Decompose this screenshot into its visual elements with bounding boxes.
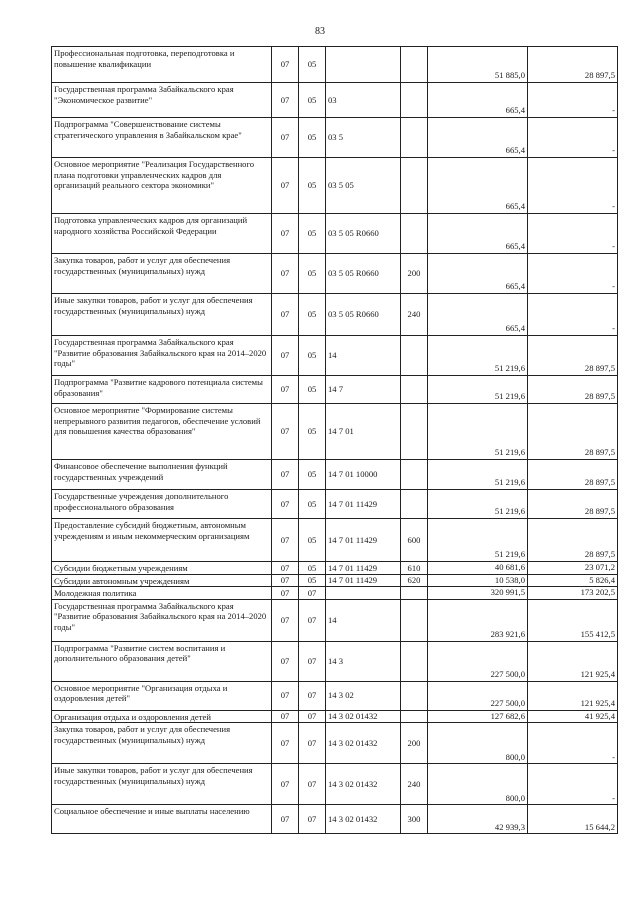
row-sum-first: 51 219,6 <box>428 404 528 460</box>
row-expense-type <box>401 641 428 681</box>
row-sum-first: 665,4 <box>428 254 528 294</box>
row-sum-first: 227 500,0 <box>428 641 528 681</box>
row-target-article: 14 3 <box>326 641 401 681</box>
row-sum-second: - <box>528 158 618 214</box>
row-sum-first: 42 939,3 <box>428 805 528 834</box>
row-section: 07 <box>272 214 299 254</box>
row-target-article: 14 <box>326 336 401 376</box>
row-name: Иные закупки товаров, работ и услуг для обеспечения государственных (муниципальных) нужд <box>52 764 272 805</box>
row-expense-type <box>401 681 428 710</box>
row-sum-second: 28 897,5 <box>528 519 618 562</box>
row-sum-second: - <box>528 723 618 764</box>
row-target-article: 14 3 02 01432 <box>326 764 401 805</box>
row-name: Субсидии автономным учреждениям <box>52 574 272 587</box>
row-target-article: 14 7 01 11429 <box>326 562 401 575</box>
table-row <box>52 376 618 404</box>
row-sum-second: 28 897,5 <box>528 336 618 376</box>
row-sum-second: 28 897,5 <box>528 404 618 460</box>
row-section: 07 <box>272 460 299 490</box>
row-subsection: 07 <box>299 723 326 764</box>
row-target-article: 03 5 05 <box>326 158 401 214</box>
row-subsection: 05 <box>299 376 326 404</box>
row-subsection: 05 <box>299 254 326 294</box>
row-section: 07 <box>272 723 299 764</box>
row-expense-type: 240 <box>401 764 428 805</box>
table-row <box>52 460 618 490</box>
row-sum-second: - <box>528 83 618 118</box>
row-sum-second: 173 202,5 <box>528 587 618 600</box>
row-subsection: 07 <box>299 641 326 681</box>
row-subsection: 05 <box>299 562 326 575</box>
row-section: 07 <box>272 681 299 710</box>
row-sum-first: 665,4 <box>428 118 528 158</box>
row-subsection: 05 <box>299 490 326 519</box>
table-row <box>52 723 618 764</box>
row-target-article: 03 <box>326 83 401 118</box>
row-sum-first: 227 500,0 <box>428 681 528 710</box>
row-expense-type: 300 <box>401 805 428 834</box>
row-expense-type <box>401 118 428 158</box>
page-number: 83 <box>315 26 325 37</box>
row-expense-type: 600 <box>401 519 428 562</box>
table-row <box>52 562 618 575</box>
row-section: 07 <box>272 294 299 336</box>
row-subsection: 07 <box>299 599 326 641</box>
row-expense-type: 200 <box>401 254 428 294</box>
row-expense-type <box>401 587 428 600</box>
row-name: Предоставление субсидий бюджетным, автономным учреждениям и иным некоммерческим организациям <box>52 519 272 562</box>
row-section: 07 <box>272 562 299 575</box>
row-sum-second: - <box>528 764 618 805</box>
row-sum-first: 40 681,6 <box>428 562 528 575</box>
row-name: Основное мероприятие "Реализация Государственного плана подготовки управленческих кадров для организаций реального сектора экономики" <box>52 158 272 214</box>
row-section: 07 <box>272 254 299 294</box>
row-subsection: 05 <box>299 158 326 214</box>
row-sum-second: 28 897,5 <box>528 490 618 519</box>
row-subsection: 05 <box>299 336 326 376</box>
table-row <box>52 574 618 587</box>
budget-table <box>51 46 618 834</box>
row-name: Организация отдыха и оздоровления детей <box>52 710 272 723</box>
row-sum-second: 23 071,2 <box>528 562 618 575</box>
row-sum-first: 283 921,6 <box>428 599 528 641</box>
table-row <box>52 764 618 805</box>
row-sum-first: 51 219,6 <box>428 336 528 376</box>
row-section: 07 <box>272 710 299 723</box>
row-name: Финансовое обеспечение выполнения функций государственных учреждений <box>52 460 272 490</box>
table-row <box>52 294 618 336</box>
row-expense-type: 200 <box>401 723 428 764</box>
row-expense-type: 610 <box>401 562 428 575</box>
row-section: 07 <box>272 404 299 460</box>
row-sum-second: 28 897,5 <box>528 47 618 83</box>
row-sum-first: 51 885,0 <box>428 47 528 83</box>
row-sum-second: 121 925,4 <box>528 641 618 681</box>
row-expense-type <box>401 460 428 490</box>
row-subsection: 05 <box>299 404 326 460</box>
row-name: Подпрограмма "Развитие систем воспитания и дополнительного образования детей" <box>52 641 272 681</box>
row-section: 07 <box>272 490 299 519</box>
row-sum-first: 665,4 <box>428 294 528 336</box>
row-expense-type <box>401 83 428 118</box>
row-expense-type <box>401 336 428 376</box>
table-row <box>52 158 618 214</box>
row-name: Социальное обеспечение и иные выплаты населению <box>52 805 272 834</box>
row-sum-first: 51 219,6 <box>428 490 528 519</box>
row-subsection: 07 <box>299 805 326 834</box>
table-row <box>52 83 618 118</box>
row-sum-second: - <box>528 118 618 158</box>
row-subsection: 05 <box>299 83 326 118</box>
row-section: 07 <box>272 519 299 562</box>
row-sum-second: 155 412,5 <box>528 599 618 641</box>
row-expense-type: 620 <box>401 574 428 587</box>
row-target-article: 03 5 05 R0660 <box>326 254 401 294</box>
table-row <box>52 118 618 158</box>
row-sum-first: 51 219,6 <box>428 376 528 404</box>
table-row <box>52 404 618 460</box>
row-sum-first: 10 538,0 <box>428 574 528 587</box>
row-target-article: 14 3 02 01432 <box>326 723 401 764</box>
row-name: Иные закупки товаров, работ и услуг для обеспечения государственных (муниципальных) нужд <box>52 294 272 336</box>
row-name: Подпрограмма "Совершенствование системы стратегического управления в Забайкальском крае" <box>52 118 272 158</box>
row-sum-first: 665,4 <box>428 214 528 254</box>
row-subsection: 05 <box>299 47 326 83</box>
row-expense-type <box>401 599 428 641</box>
row-target-article: 14 7 01 10000 <box>326 460 401 490</box>
row-sum-second: 28 897,5 <box>528 376 618 404</box>
row-name: Подготовка управленческих кадров для организаций народного хозяйства Российской Федерации <box>52 214 272 254</box>
row-section: 07 <box>272 158 299 214</box>
row-target-article <box>326 47 401 83</box>
row-target-article: 03 5 <box>326 118 401 158</box>
row-target-article: 14 7 <box>326 376 401 404</box>
row-sum-second: 121 925,4 <box>528 681 618 710</box>
row-subsection: 05 <box>299 460 326 490</box>
row-name: Профессиональная подготовка, переподготовка и повышение квалификации <box>52 47 272 83</box>
row-name: Подпрограмма "Развитие кадрового потенциала системы образования" <box>52 376 272 404</box>
row-subsection: 05 <box>299 574 326 587</box>
row-sum-second: - <box>528 214 618 254</box>
row-target-article: 14 7 01 11429 <box>326 574 401 587</box>
table-row <box>52 681 618 710</box>
row-sum-first: 51 219,6 <box>428 519 528 562</box>
table-row <box>52 599 618 641</box>
table-row <box>52 641 618 681</box>
row-target-article: 14 3 02 01432 <box>326 710 401 723</box>
row-sum-second: - <box>528 254 618 294</box>
table-row <box>52 47 618 83</box>
row-target-article: 14 7 01 11429 <box>326 490 401 519</box>
row-section: 07 <box>272 587 299 600</box>
row-section: 07 <box>272 376 299 404</box>
row-subsection: 05 <box>299 294 326 336</box>
table-row <box>52 490 618 519</box>
row-name: Молодежная политика <box>52 587 272 600</box>
row-section: 07 <box>272 764 299 805</box>
row-name: Закупка товаров, работ и услуг для обеспечения государственных (муниципальных) нужд <box>52 723 272 764</box>
row-target-article: 14 7 01 <box>326 404 401 460</box>
row-name: Основное мероприятие "Формирование системы непрерывного развития педагогов, обеспечение условий для повышения качества образования" <box>52 404 272 460</box>
table-row <box>52 587 618 600</box>
row-sum-second: 41 925,4 <box>528 710 618 723</box>
row-section: 07 <box>272 118 299 158</box>
row-target-article <box>326 587 401 600</box>
row-expense-type <box>401 214 428 254</box>
row-sum-first: 665,4 <box>428 83 528 118</box>
row-subsection: 05 <box>299 214 326 254</box>
row-expense-type <box>401 376 428 404</box>
row-subsection: 07 <box>299 681 326 710</box>
row-sum-second: 15 644,2 <box>528 805 618 834</box>
row-target-article: 03 5 05 R0660 <box>326 214 401 254</box>
table-row <box>52 710 618 723</box>
table-row <box>52 519 618 562</box>
row-section: 07 <box>272 47 299 83</box>
table-body <box>52 47 618 834</box>
row-sum-second: 5 826,4 <box>528 574 618 587</box>
table-row <box>52 254 618 294</box>
row-section: 07 <box>272 336 299 376</box>
row-sum-second: - <box>528 294 618 336</box>
table-row <box>52 336 618 376</box>
row-subsection: 05 <box>299 118 326 158</box>
row-sum-first: 51 219,6 <box>428 460 528 490</box>
row-expense-type <box>401 404 428 460</box>
row-section: 07 <box>272 574 299 587</box>
row-target-article: 14 3 02 01432 <box>326 805 401 834</box>
row-subsection: 05 <box>299 519 326 562</box>
row-section: 07 <box>272 599 299 641</box>
row-name: Закупка товаров, работ и услуг для обеспечения государственных (муниципальных) нужд <box>52 254 272 294</box>
row-name: Субсидии бюджетным учреждениям <box>52 562 272 575</box>
row-section: 07 <box>272 83 299 118</box>
row-expense-type <box>401 47 428 83</box>
row-name: Государственная программа Забайкальского края "Развитие образования Забайкальского края на 2014–2020 годы" <box>52 336 272 376</box>
row-name: Основное мероприятие "Организация отдыха и оздоровления детей" <box>52 681 272 710</box>
row-sum-second: 28 897,5 <box>528 460 618 490</box>
table-row <box>52 805 618 834</box>
row-target-article: 14 <box>326 599 401 641</box>
row-sum-first: 320 991,5 <box>428 587 528 600</box>
row-sum-first: 665,4 <box>428 158 528 214</box>
row-expense-type <box>401 490 428 519</box>
row-expense-type <box>401 158 428 214</box>
row-target-article: 14 7 01 11429 <box>326 519 401 562</box>
row-section: 07 <box>272 641 299 681</box>
row-name: Государственная программа Забайкальского края "Развитие образования Забайкальского края на 2014–2020 годы" <box>52 599 272 641</box>
row-target-article: 14 3 02 <box>326 681 401 710</box>
row-name: Государственная программа Забайкальского края "Экономическое развитие" <box>52 83 272 118</box>
row-name: Государственные учреждения дополнительного профессионального образования <box>52 490 272 519</box>
row-expense-type: 240 <box>401 294 428 336</box>
row-expense-type <box>401 710 428 723</box>
row-subsection: 07 <box>299 764 326 805</box>
table-row <box>52 214 618 254</box>
row-sum-first: 800,0 <box>428 764 528 805</box>
row-sum-first: 127 682,6 <box>428 710 528 723</box>
row-sum-first: 800,0 <box>428 723 528 764</box>
row-section: 07 <box>272 805 299 834</box>
row-subsection: 07 <box>299 710 326 723</box>
row-target-article: 03 5 05 R0660 <box>326 294 401 336</box>
row-subsection: 07 <box>299 587 326 600</box>
